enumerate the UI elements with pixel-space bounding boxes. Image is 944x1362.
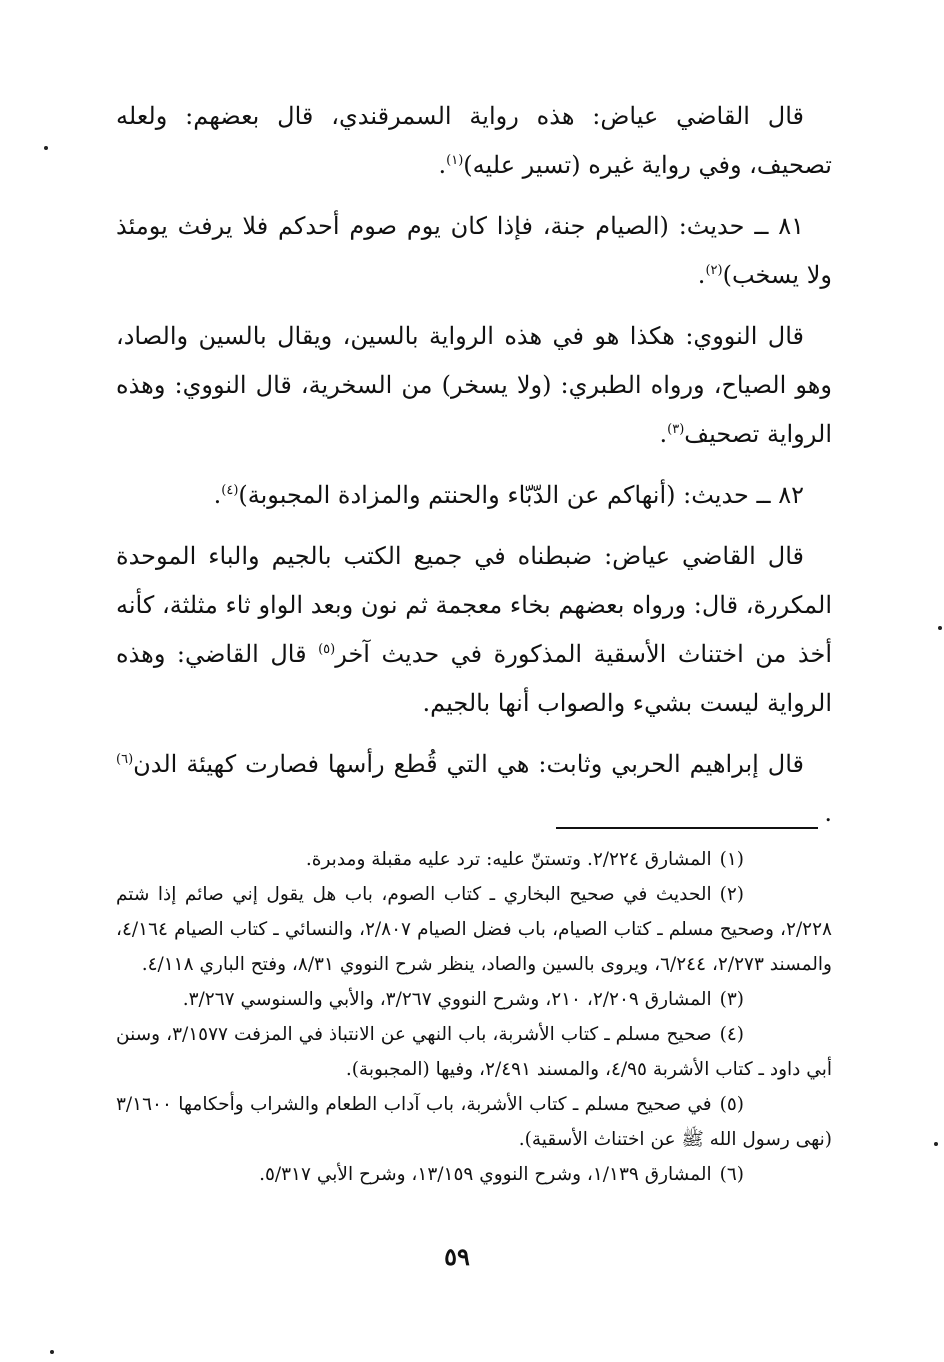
paragraph-1: قال القاضي عياض: هذه رواية السمرقندي، قال بعضهم: ولعله تصحيف، وفي رواية غيره (تسير عليه)$^{(١)}$. (116, 102, 832, 179)
page-number: ٥٩ (444, 1242, 470, 1271)
footnote-ref-4[interactable]: (٤) (221, 483, 239, 498)
hadith-81: ٨١ ــ حديث: (الصيام جنة، فإذا كان يوم صوم أحدكم فلا يرفث يومئذ ولا يسخب)$^{(٢)}$. (116, 212, 832, 289)
footnote-number: (٥) (719, 1094, 744, 1115)
footnote-ref-3[interactable]: (٣) (667, 422, 685, 437)
scan-speck (44, 146, 48, 150)
footnotes (116, 842, 832, 1192)
footnote-number: (٣) (719, 989, 744, 1010)
footnote-text: المشارق ٢/٢٠٩، ٢١٠، وشرح النووي ٣/٢٦٧، والأبي والسنوسي ٣/٢٦٧. (182, 989, 712, 1010)
scan-speck (934, 1142, 938, 1146)
scan-speck (50, 1350, 54, 1354)
footnote-ref-6[interactable]: (٦) (116, 752, 134, 767)
paragraph-3: قال النووي: هكذا هو في هذه الرواية بالسين، ويقال بالسين والصاد، وهو الصياح، ورواه الطبري: (ولا يسخر) من السخرية، قال النووي: وهذه الرواية تصحيف$^{(٣)}$. (116, 322, 832, 448)
footnote-2 (116, 877, 832, 982)
main-text (116, 92, 832, 850)
paragraph-5: قال القاضي عياض: ضبطناه في جميع الكتب بالجيم والباء الموحدة المكررة، قال: ورواه بعضهم بخاء معجمة ثم نون وبعد الواو ثاء مثلثة، كأنه أخذ من اختناث الأسقية المذكورة في حديث آخر$^{(٥)}$ قال القاضي: وهذه الرواية ليست بشيء والصواب أنها بالجيم. (116, 542, 832, 717)
footnote-text: صحيح مسلم ـ كتاب الأشربة، باب النهي عن الانتباذ في المزفت ٣/١٥٧٧، وسنن أبي داود ـ كتاب الأشربة ٤/٩٥، والمسند ٢/٤٩١، وفيها (المجبوبة). (116, 1024, 832, 1080)
footnote-separator (556, 827, 818, 829)
footnote-5 (116, 1087, 832, 1157)
footnote-number: (٤) (719, 1024, 744, 1045)
footnote-1 (116, 842, 832, 877)
footnote-number: (١) (719, 849, 744, 870)
footnote-ref-2[interactable]: (٢) (705, 263, 723, 278)
footnote-ref-1[interactable]: (١) (446, 153, 464, 168)
scan-speck (938, 626, 942, 630)
footnote-number: (٦) (719, 1164, 744, 1185)
footnote-number: (٢) (719, 884, 744, 905)
footnote-text: المشارق ١/١٣٩، وشرح النووي ١٣/١٥٩، وشرح الأبي ٥/٣١٧. (259, 1164, 712, 1185)
footnote-text: في صحيح مسلم ـ كتاب الأشربة، باب آداب الطعام والشراب وأحكامها ٣/١٦٠٠ (نهى رسول الله ﷺ عن اختناث الأسقية). (116, 1094, 832, 1150)
footnote-text: الحديث في صحيح البخاري ـ كتاب الصوم، باب هل يقول إني صائم إذا شتم ٢/٢٢٨، وصحيح مسلم ـ كتاب الصيام، باب فضل الصيام ٢/٨٠٧، والنسائي ـ كتاب الصيام ٤/١٦٤، والمسند ٢/٢٧٣، ٦/٢٤٤، ويروى بالسين والصاد، ينظر شرح النووي ٨/٣١، وفتح الباري ٤/١١٨. (116, 884, 832, 975)
footnote-text: المشارق ٢/٢٢٤. وتستنّ عليه: ترد عليه مقبلة ومدبرة. (305, 849, 712, 870)
footnote-3 (116, 982, 832, 1017)
footnote-6 (116, 1157, 832, 1192)
hadith-82: ٨٢ ــ حديث: (أنهاكم عن الدّبّاء والحنتم والمزادة المجبوبة)$^{(٤)}$. (213, 481, 804, 509)
footnote-ref-5[interactable]: (٥) (318, 642, 336, 657)
footnote-4 (116, 1017, 832, 1087)
paragraph-6: قال إبراهيم الحربي وثابت: هي التي قُطع رأسها فصارت كهيئة الدن$^{(٦)}$ . (116, 750, 832, 827)
